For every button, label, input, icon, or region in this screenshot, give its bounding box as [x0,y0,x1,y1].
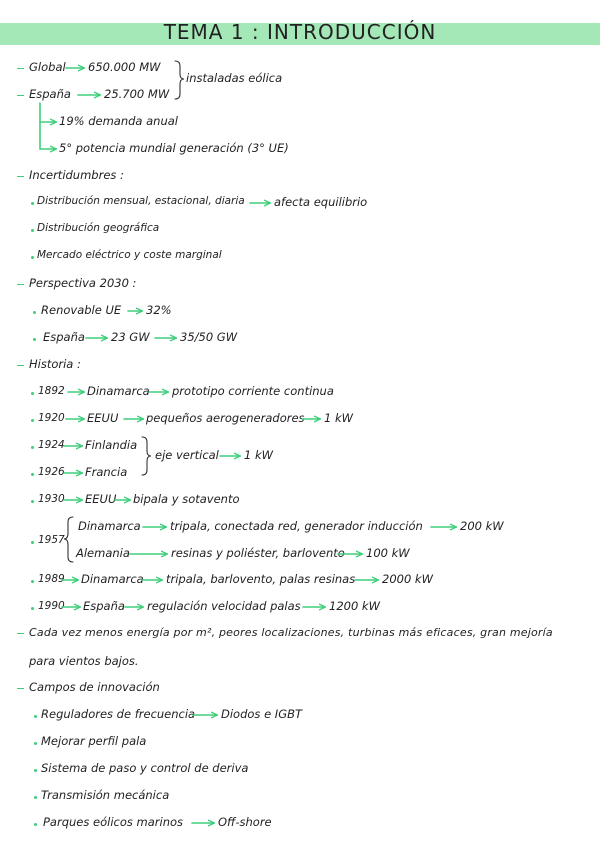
bullet-dot [31,541,34,544]
espana-label: España [29,87,71,101]
bullet-dot [31,446,34,449]
year-1989: 1989 [38,573,65,585]
hist-1957-r1-power: 200 kW [460,519,504,533]
innovacion-1-result: Diodos e IGBT [221,707,303,721]
bullet-dot [34,742,37,745]
instaladas-label: instaladas eólica [186,71,283,85]
bullet-dash [17,365,24,366]
hist-1920-country: EEUU [87,411,119,425]
incertidumbres-heading: Incertidumbres : [29,168,124,182]
hist-1920-power: 1 kW [324,411,354,425]
year-1920: 1920 [38,412,65,424]
year-1892: 1892 [38,385,65,397]
bullet-dash [17,633,24,634]
demanda-line: 19% demanda anual [59,114,178,128]
bullet-dot [34,715,37,718]
year-1990: 1990 [38,600,65,612]
cada-vez-line-2: para vientos bajos. [29,654,139,668]
hist-1989-desc: tripala, barlovento, palas resinas [166,572,356,586]
innovacion-4: Transmisión mecánica [41,788,170,802]
year-1957: 1957 [38,534,65,546]
hist-1957-r2-desc: resinas y poliéster, barlovento [171,546,345,560]
brace-eje-vertical [142,437,151,475]
bullet-dot [31,202,34,205]
bullet-dot [33,338,36,341]
bullet-dot [34,823,37,826]
historia-heading: Historia : [29,357,81,371]
bullet-dot [31,473,34,476]
incertidumbre-2: Distribución geográfica [37,222,160,234]
bullet-dash [17,688,24,689]
bullet-dash [17,284,24,285]
perspectiva-2-value: 23 GW [111,330,150,344]
espana-value: 25.700 MW [104,87,170,101]
global-label: Global [29,60,66,74]
bullet-dash [17,95,24,96]
hist-1989-country: Dinamarca [81,572,144,586]
year-1926: 1926 [38,466,65,478]
perspectiva-2-target: 35/50 GW [180,330,238,344]
bullet-dot [31,580,34,583]
perspectiva-1-value: 32% [146,303,172,317]
hist-1990-desc: regulación velocidad palas [147,599,301,613]
bullet-dash [17,68,24,69]
hist-eje-power: 1 kW [244,448,274,462]
bullet-dot [34,769,37,772]
bullet-dot [31,419,34,422]
incertidumbre-1: Distribución mensual, estacional, diaria [37,195,245,207]
brace-1957 [64,517,73,562]
hist-1892-desc: prototipo corriente continua [172,384,334,398]
innovacion-2: Mejorar perfil pala [41,734,147,748]
year-1924: 1924 [38,439,65,451]
hist-1926-country: Francia [85,465,128,479]
bullet-dot [31,392,34,395]
innovacion-5: Parques eólicos marinos [43,815,184,829]
bullet-dot [34,796,37,799]
year-1930: 1930 [38,493,65,505]
hist-1957-r1-country: Dinamarca [78,519,141,533]
hist-1990-country: España [83,599,125,613]
innovacion-3: Sistema de paso y control de deriva [41,761,249,775]
potencia-line: 5° potencia mundial generación (3° UE) [59,141,289,155]
hist-eje-vertical: eje vertical [155,448,219,462]
bullet-dot [31,256,34,259]
innovacion-1: Reguladores de frecuencia [41,707,196,721]
global-value: 650.000 MW [88,60,161,74]
hist-1892-country: Dinamarca [87,384,150,398]
bullet-dot [31,500,34,503]
hist-1957-r2-power: 100 kW [366,546,410,560]
hist-1920-desc: pequeños aerogeneradores [146,411,305,425]
incertidumbre-3: Mercado eléctrico y coste marginal [37,249,222,261]
bullet-dot [33,311,36,314]
hist-1990-power: 1200 kW [329,599,380,613]
bullet-dot [31,229,34,232]
hist-1930-desc: bipala y sotavento [133,492,240,506]
innovacion-5-result: Off-shore [218,815,272,829]
hist-1957-r2-country: Alemania [76,546,130,560]
hist-1957-r1-desc: tripala, conectada red, generador inducción [170,519,423,533]
connector-elbow [40,122,56,149]
incertidumbre-1-result: afecta equilibrio [274,195,368,209]
hist-1924-country: Finlandia [85,438,138,452]
brace-instaladas [175,61,184,99]
bullet-dash [17,176,24,177]
perspectiva-heading: Perspectiva 2030 : [29,276,137,290]
page-title: TEMA 1 : INTRODUCCIÓN [163,20,437,44]
connector-elbow [40,103,56,122]
perspectiva-1: Renovable UE [41,303,122,317]
hist-1989-power: 2000 kW [382,572,433,586]
innovacion-heading: Campos de innovación [29,680,160,694]
cada-vez-line-1: Cada vez menos energía por m², peores localizaciones, turbinas más eficaces, gran mejoría [29,626,553,639]
perspectiva-2: España [43,330,85,344]
bullet-dot [31,607,34,610]
hist-1930-country: EEUU [85,492,117,506]
